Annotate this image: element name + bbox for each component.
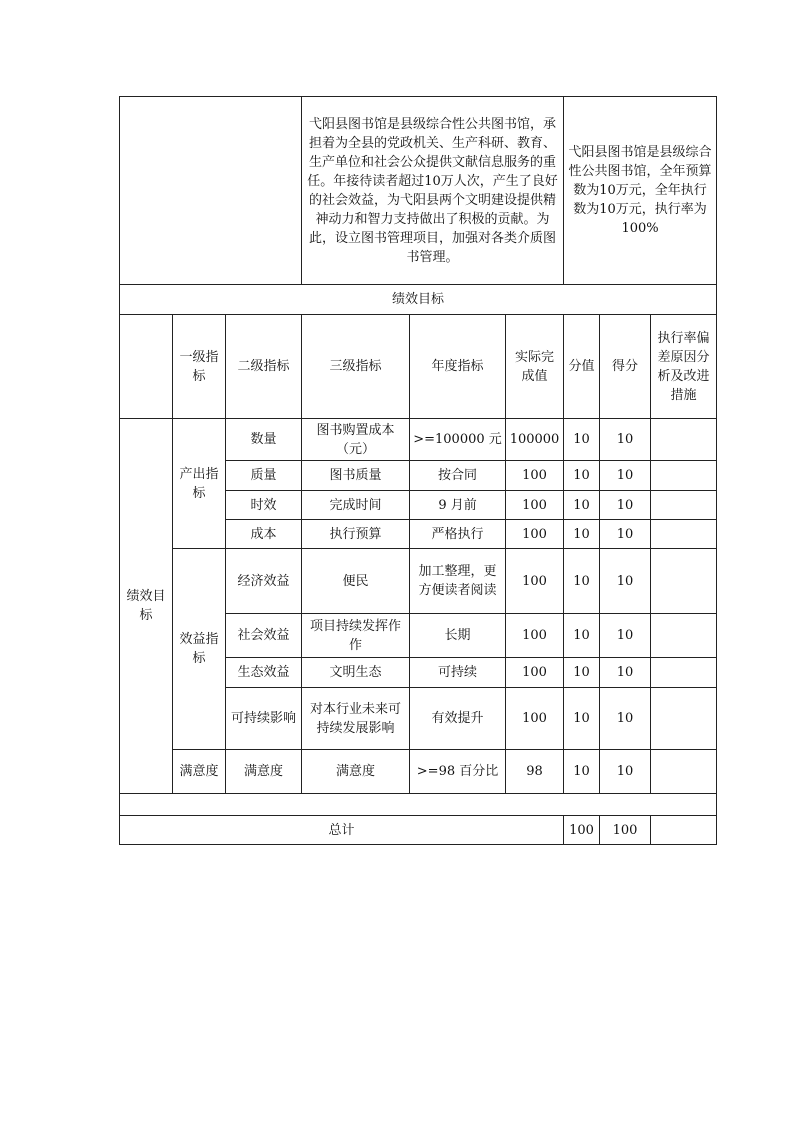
table-row: [120, 750, 717, 794]
actual-cell: 100: [506, 520, 564, 549]
score-cell: 10: [564, 491, 600, 520]
project-intro-text: 弋阳县图书馆是县级综合性公共图书馆，承担着为全县的党政机关、生产科研、教育、生产单位和社会公众提供文献信息服务的重任。年接待读者超过10万人次，产生了良好的社会效益，为弋阳县两个文明建设提供精神动力和智力支持做出了积极的贡献。为此，设立图书管理项目，加强对各类介质图书管理。: [302, 97, 564, 285]
score-cell: 10: [564, 750, 600, 794]
actual-cell: 98: [506, 750, 564, 794]
score-cell: 10: [564, 688, 600, 750]
actual-cell: 100: [506, 491, 564, 520]
got-cell: 10: [600, 688, 651, 750]
level3-cell: 满意度: [302, 750, 410, 794]
total-got: 100: [600, 816, 651, 845]
category-output: 产出指标: [173, 419, 226, 549]
analysis-cell: [651, 520, 717, 549]
level2-cell: 经济效益: [226, 549, 302, 614]
actual-cell: 100000: [506, 419, 564, 461]
annual-cell: 加工整理，更方便读者阅读: [410, 549, 506, 614]
analysis-cell: [651, 614, 717, 658]
annual-cell: 9 月前: [410, 491, 506, 520]
header-row: [120, 315, 717, 419]
table-row: [120, 419, 717, 461]
annual-cell: 长期: [410, 614, 506, 658]
level2-cell: 时效: [226, 491, 302, 520]
annual-cell: 有效提升: [410, 688, 506, 750]
category-benefit: 效益指标: [173, 549, 226, 750]
analysis-cell: [651, 658, 717, 688]
analysis-cell: [651, 491, 717, 520]
performance-table: [119, 96, 717, 845]
header-level2: 二级指标: [226, 315, 302, 419]
got-cell: 10: [600, 520, 651, 549]
section-title-row: [120, 285, 717, 315]
score-cell: 10: [564, 658, 600, 688]
level2-cell: 生态效益: [226, 658, 302, 688]
level3-cell: 文明生态: [302, 658, 410, 688]
group-label: 绩效目标: [120, 419, 173, 794]
level2-cell: 质量: [226, 461, 302, 491]
analysis-cell: [651, 750, 717, 794]
score-cell: 10: [564, 520, 600, 549]
level3-cell: 执行预算: [302, 520, 410, 549]
got-cell: 10: [600, 658, 651, 688]
level2-cell: 数量: [226, 419, 302, 461]
total-label: 总计: [120, 816, 564, 845]
actual-cell: 100: [506, 658, 564, 688]
got-cell: 10: [600, 549, 651, 614]
blank-row: [120, 794, 717, 816]
table-row: [120, 549, 717, 614]
analysis-cell: [651, 419, 717, 461]
got-cell: 10: [600, 419, 651, 461]
score-cell: 10: [564, 419, 600, 461]
blank-cell: [120, 794, 717, 816]
actual-cell: 100: [506, 614, 564, 658]
header-got: 得分: [600, 315, 651, 419]
intro-blank-cell: [120, 97, 302, 285]
got-cell: 10: [600, 461, 651, 491]
header-annual: 年度指标: [410, 315, 506, 419]
header-blank-cell: [120, 315, 173, 419]
level3-cell: 便民: [302, 549, 410, 614]
section-title: 绩效目标: [120, 285, 717, 315]
level3-cell: 对本行业未来可持续发展影响: [302, 688, 410, 750]
got-cell: 10: [600, 614, 651, 658]
header-level3: 三级指标: [302, 315, 410, 419]
annual-cell: 按合同: [410, 461, 506, 491]
actual-cell: 100: [506, 549, 564, 614]
intro-row: [120, 97, 717, 285]
level2-cell: 成本: [226, 520, 302, 549]
actual-cell: 100: [506, 461, 564, 491]
level2-cell: 社会效益: [226, 614, 302, 658]
total-row: [120, 816, 717, 845]
annual-cell: 可持续: [410, 658, 506, 688]
got-cell: 10: [600, 750, 651, 794]
level2-cell: 可持续影响: [226, 688, 302, 750]
score-cell: 10: [564, 461, 600, 491]
category-satisfaction: 满意度: [173, 750, 226, 794]
actual-cell: 100: [506, 688, 564, 750]
total-score: 100: [564, 816, 600, 845]
level2-cell: 满意度: [226, 750, 302, 794]
header-analysis: 执行率偏差原因分析及改进措施: [651, 315, 717, 419]
annual-cell: >=100000 元: [410, 419, 506, 461]
level3-cell: 图书购置成本（元）: [302, 419, 410, 461]
analysis-cell: [651, 688, 717, 750]
total-analysis-cell: [651, 816, 717, 845]
annual-cell: >=98 百分比: [410, 750, 506, 794]
level3-cell: 图书质量: [302, 461, 410, 491]
score-cell: 10: [564, 614, 600, 658]
annual-cell: 严格执行: [410, 520, 506, 549]
level3-cell: 完成时间: [302, 491, 410, 520]
got-cell: 10: [600, 491, 651, 520]
header-actual: 实际完成值: [506, 315, 564, 419]
analysis-cell: [651, 549, 717, 614]
header-score: 分值: [564, 315, 600, 419]
budget-summary-text: 弋阳县图书馆是县级综合性公共图书馆，全年预算数为10万元，全年执行数为10万元，执行率为100%: [564, 97, 717, 285]
level3-cell: 项目持续发挥作作: [302, 614, 410, 658]
header-level1: 一级指标: [173, 315, 226, 419]
analysis-cell: [651, 461, 717, 491]
score-cell: 10: [564, 549, 600, 614]
